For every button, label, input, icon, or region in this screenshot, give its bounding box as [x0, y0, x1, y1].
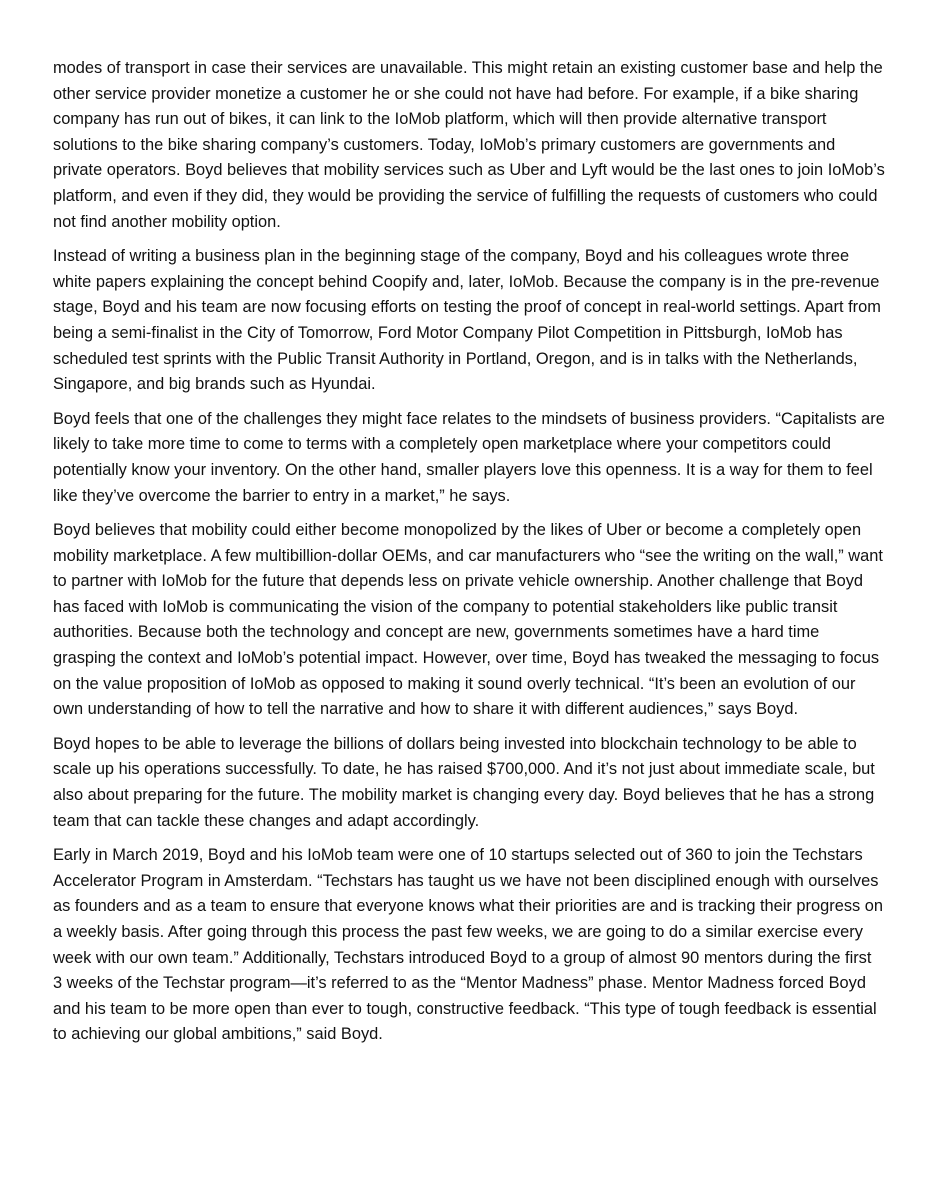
paragraph-2: Instead of writing a business plan in the beginning stage of the company, Boyd and his colleagues wrote three white papers explaining the concept behind Coopify and, later, IoMob. Because the company is in the pre-revenue stage, Boyd and his team are now focusing efforts on testing the proof of concept in real-world settings. Apart from being a semi-finalist in the City of Tomorrow, Ford Motor Company Pilot Competition in Pittsburgh, IoMob has scheduled test sprints with the Public Transit Authority in Portland, Oregon, and is in talks with the Netherlands, Singapore, and big brands such as Hyundai.: [53, 247, 881, 394]
paragraph-4: Boyd believes that mobility could either become monopolized by the likes of Uber or become a completely open mobility marketplace. A few multibillion-dollar OEMs, and car manufacturers who “see the writing on the wall,” want to partner with IoMob for the future that depends less on private vehicle ownership. Another challenge that Boyd has faced with IoMob is communicating the vision of the company to potential stakeholders like public transit authorities. Because both the technology and concept are new, governments sometimes have a hard time grasping the context and IoMob’s potential impact. However, over time, Boyd has tweaked the messaging to focus on the value proposition of IoMob as opposed to making it sound overly technical. “It’s been an evolution of our own understanding of how to tell the narrative and how to share it with different audiences,” says Boyd.: [53, 521, 883, 719]
paragraph-5: Boyd hopes to be able to leverage the billions of dollars being invested into blockchain technology to be able to scale up his operations successfully. To date, he has raised $700,000. And it’s not just about immediate scale, but also about preparing for the future. The mobility market is changing every day. Boyd believes that he has a strong team that can tackle these changes and adapt accordingly.: [53, 734, 875, 830]
paragraph-6: Early in March 2019, Boyd and his IoMob team were one of 10 startups selected out of 360 to join the Techstars Accelerator Program in Amsterdam. “Techstars has taught us we have not been disciplined enough with ourselves as founders and as a team to ensure that everyone knows what their priorities are and is tracking their progress on a weekly basis. After going through this process the past few weeks, we are going to do a similar exercise every week with our own team.” Additionally, Techstars introduced Boyd to a group of almost 90 mentors during the first 3 weeks of the Techstar program—it’s referred to as the “Mentor Madness” phase. Mentor Madness forced Boyd and his team to be more open than ever to tough, constructive feedback. “This type of tough feedback is essential to achieving our global ambitions,” said Boyd.: [53, 846, 883, 1044]
document-page: [53, 56, 885, 1057]
paragraph-3: Boyd feels that one of the challenges they might face relates to the mindsets of business providers. “Capitalists are likely to take more time to come to terms with a completely open marketplace where your competitors could potentially know your inventory. On the other hand, smaller players love this openness. It is a way for them to feel like they’ve overcome the barrier to entry in a market,” he says.: [53, 409, 885, 505]
paragraph-1: modes of transport in case their services are unavailable. This might retain an existing customer base and help the other service provider monetize a customer he or she could not have had before. For example, if a bike sharing company has run out of bikes, it can link to the IoMob platform, which will then provide alternative transport solutions to the bike sharing company’s customers. Today, IoMob’s primary customers are governments and private operators. Boyd believes that mobility services such as Uber and Lyft would be the last ones to join IoMob’s platform, and even if they did, they would be providing the service of fulfilling the requests of customers who could not find another mobility option.: [53, 59, 885, 231]
